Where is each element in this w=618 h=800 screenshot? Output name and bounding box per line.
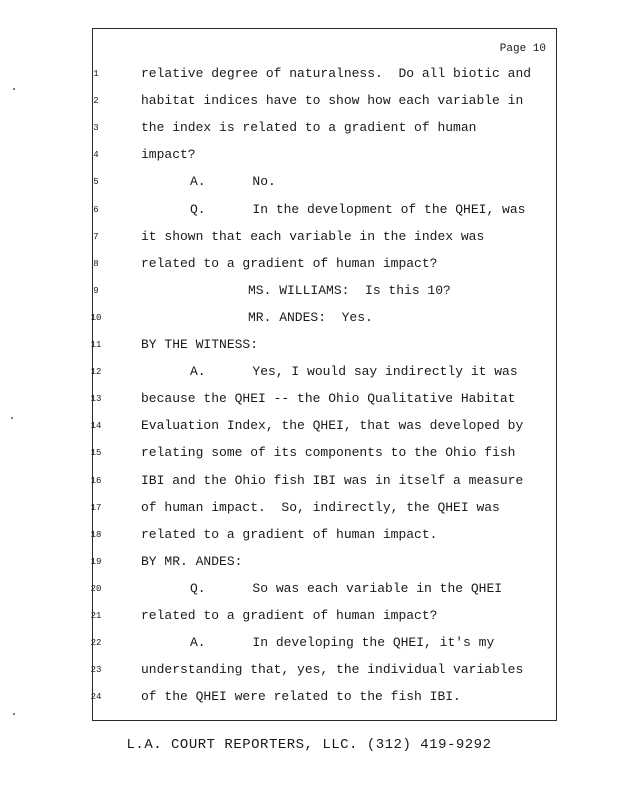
line-text: BY MR. ANDES:	[141, 553, 243, 569]
line-text: MS. WILLIAMS: Is this 10?	[248, 282, 451, 298]
line-number: 23	[90, 665, 102, 676]
line-number: 1	[93, 69, 99, 79]
line-text: Evaluation Index, the QHEI, that was developed by	[141, 418, 524, 434]
line-number: 17	[90, 502, 102, 513]
line-number: 4	[93, 150, 99, 161]
scan-speck	[13, 88, 15, 90]
line-text: understanding that, yes, the individual variables	[141, 662, 524, 678]
line-text: impact?	[141, 147, 196, 163]
page-number: Page 10	[499, 43, 546, 55]
line-text: related to a gradient of human impact.	[141, 526, 438, 542]
line-number: 20	[90, 583, 102, 594]
line-number: 9	[93, 285, 99, 296]
line-text: relative degree of naturalness. Do all biotic and	[141, 66, 532, 81]
line-number: 18	[90, 529, 102, 540]
line-text: A. In developing the QHEI, it's my	[190, 635, 495, 651]
line-text: BY THE WITNESS:	[141, 337, 259, 352]
reporter-footer: L.A. COURT REPORTERS, LLC. (312) 419-9292	[126, 737, 492, 753]
line-number: 13	[90, 394, 102, 405]
line-number: 2	[93, 96, 99, 107]
line-text: it shown that each variable in the index was	[141, 228, 485, 244]
line-text: IBI and the Ohio fish IBI was in itself a measure	[141, 472, 524, 488]
line-number: 8	[93, 258, 99, 269]
line-number: 6	[93, 204, 99, 215]
line-number: 7	[93, 231, 99, 242]
line-text: Q. In the development of the QHEI, was	[190, 201, 526, 217]
transcript-frame	[92, 28, 557, 721]
line-text: relating some of its components to the Ohio fish	[141, 445, 516, 461]
line-text: because the QHEI -- the Ohio Qualitative Habitat	[141, 391, 516, 407]
line-text: MR. ANDES: Yes.	[248, 309, 373, 325]
line-text: related to a gradient of human impact?	[141, 255, 438, 271]
line-number: 10	[90, 312, 102, 323]
line-text: of the QHEI were related to the fish IBI.	[141, 689, 461, 705]
line-text: of human impact. So, indirectly, the QHEI was	[141, 499, 500, 515]
line-text: A. No.	[190, 174, 276, 190]
line-text: the index is related to a gradient of human	[141, 120, 477, 136]
scan-speck	[13, 713, 15, 715]
line-number: 21	[90, 611, 102, 621]
line-number: 12	[90, 367, 102, 378]
line-number: 5	[93, 177, 99, 188]
line-number: 3	[93, 123, 99, 134]
line-number: 24	[90, 692, 102, 703]
line-text: Q. So was each variable in the QHEI	[190, 580, 503, 596]
line-text: habitat indices have to show how each variable in	[141, 93, 524, 109]
line-text: A. Yes, I would say indirectly it was	[190, 364, 518, 380]
line-number: 19	[90, 556, 102, 567]
line-number: 22	[90, 638, 102, 649]
line-number: 15	[90, 448, 102, 459]
line-number: 16	[90, 475, 102, 486]
line-number: 14	[90, 421, 102, 432]
scan-speck	[11, 417, 13, 419]
line-text: related to a gradient of human impact?	[141, 608, 438, 623]
line-number: 11	[90, 340, 102, 350]
